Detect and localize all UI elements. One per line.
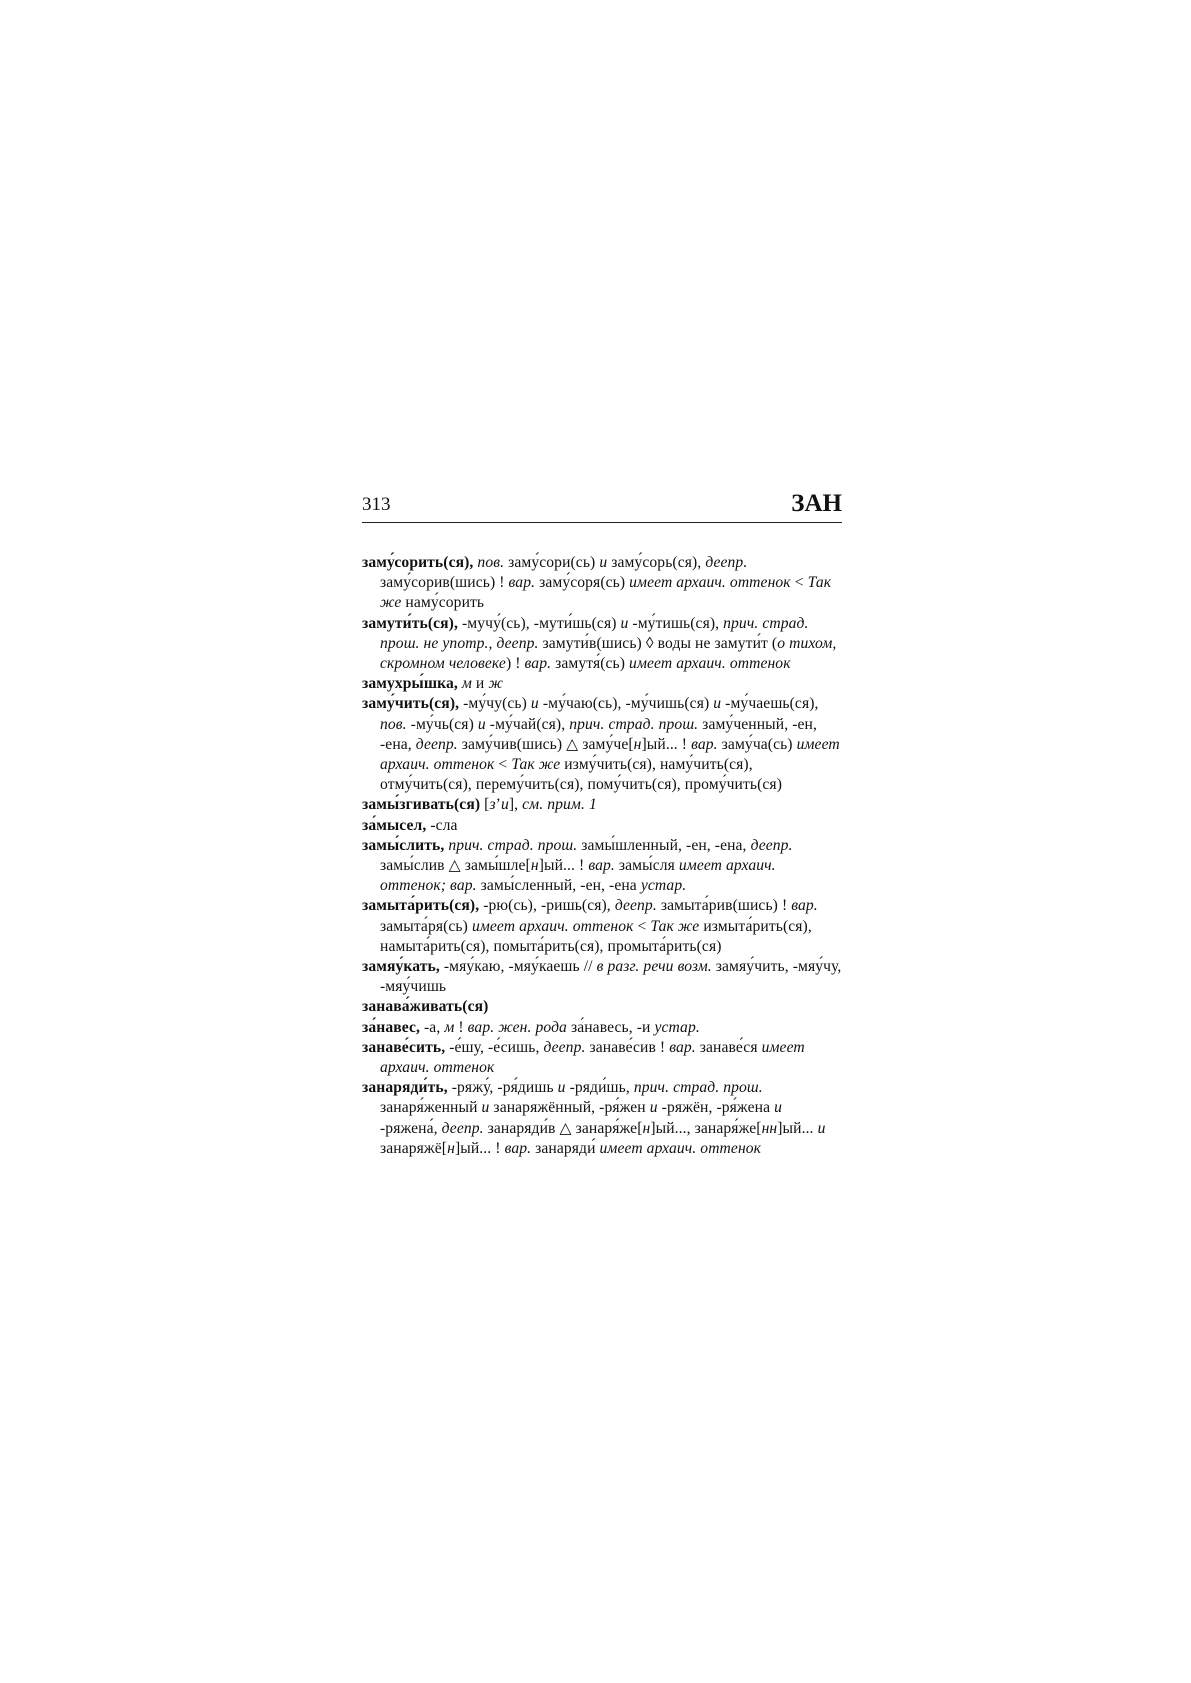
- grammar-note: н: [642, 1119, 651, 1137]
- entry-text: замути́в(шись) ◊ воды не замути́т (: [538, 634, 778, 652]
- grammar-note: прич. страд. прош.: [569, 715, 699, 733]
- grammar-note: вар.: [524, 655, 552, 673]
- headword: занаряди́ть,: [362, 1079, 448, 1097]
- grammar-note: деепр.: [441, 1119, 484, 1137]
- entry-text: -ряжена́,: [380, 1119, 442, 1137]
- entry-text: изму́чить(ся), наму́чить(ся), отму́чить(ся), перему́чить(ся), пому́чить(ся), прому́чить(ся): [380, 756, 782, 794]
- page-header: [362, 480, 842, 523]
- entry-text: занаряди́: [531, 1139, 600, 1157]
- headword: замыта́рить(ся),: [362, 897, 480, 915]
- headword: замути́ть(ся),: [362, 614, 458, 632]
- grammar-note: вар.: [504, 1139, 532, 1157]
- dictionary-entry-zanaryadit: [362, 1078, 842, 1159]
- grammar-note: нн: [761, 1119, 778, 1137]
- grammar-note: н: [447, 1139, 455, 1157]
- grammar-note: деепр.: [614, 897, 657, 915]
- entry-text: -сла: [426, 816, 458, 834]
- entry-text: -а,: [420, 1018, 445, 1036]
- headword: за́навес,: [362, 1018, 420, 1036]
- dictionary-entry-zanavazhivat: [362, 997, 842, 1017]
- entry-text: -мяу́каю, -мяу́каешь //: [439, 958, 597, 976]
- entry-text: замутя́(сь): [551, 655, 630, 673]
- entry-text: заму́чив(шись) △ заму́че[: [457, 735, 634, 753]
- entry-text: замы́сленный, -ен, -ена: [476, 877, 641, 895]
- grammar-note: Так же: [380, 574, 832, 612]
- entry-text: заму́ченный, -ен, -ена,: [380, 715, 817, 753]
- entry-text: замы́шленный, -ен, -ена,: [577, 836, 751, 854]
- grammar-note: и: [649, 1099, 658, 1117]
- entry-text: -ряжён, -ря́жена: [657, 1099, 775, 1117]
- dictionary-entry-zamyaukat: [362, 957, 842, 997]
- headword: за́мысел,: [362, 816, 427, 834]
- dictionary-entry-zamusorit: [362, 553, 842, 614]
- grammar-note: и: [774, 1099, 782, 1117]
- entry-text: занаря́женный: [380, 1099, 482, 1117]
- grammar-note: вар.: [588, 857, 615, 875]
- grammar-note: деепр.: [415, 735, 458, 753]
- grammar-note: вар.: [691, 735, 718, 753]
- grammar-note: вар.: [508, 574, 536, 592]
- grammar-note: деепр.: [543, 1038, 586, 1056]
- entry-text: ]ый... !: [538, 857, 589, 875]
- grammar-note: прич. страд. прош.: [633, 1079, 763, 1097]
- grammar-note: устар.: [654, 1018, 700, 1036]
- entry-text: -му́чай(ся),: [485, 715, 570, 733]
- entry-text: ]ый..., занаря́же[: [650, 1119, 762, 1137]
- dictionary-page: [362, 480, 842, 1159]
- entry-text: занаряди́в △ занаря́же[: [483, 1119, 643, 1137]
- entry-text: ],: [508, 796, 523, 814]
- dictionary-entry-zanaves: [362, 1018, 842, 1038]
- grammar-note: о тихом, скромном человеке: [380, 634, 837, 673]
- headword: заму́сорить(ся),: [362, 554, 474, 571]
- grammar-note: м: [457, 675, 472, 693]
- entry-text: ]ый...: [777, 1119, 818, 1137]
- dictionary-entry-zamysel: [362, 816, 842, 836]
- page-number: 313: [362, 494, 391, 515]
- grammar-note: имеет архаич. оттенок: [629, 655, 791, 673]
- grammar-note: вар.: [669, 1038, 696, 1056]
- grammar-note: имеет архаич. оттенок; вар.: [380, 857, 776, 895]
- entry-text: замяу́чить, -мяу́чу, -мяу́чишь: [380, 958, 842, 996]
- entries-list: [362, 553, 842, 1159]
- headword: замяу́кать,: [362, 958, 440, 976]
- entry-text: -е́шу, -е́сишь,: [445, 1038, 544, 1056]
- grammar-note: и: [713, 695, 722, 713]
- grammar-note: и: [817, 1119, 826, 1137]
- entry-text: занаряжённый, -ря́жен: [489, 1099, 650, 1117]
- entry-text: замыта́рив(шись) !: [656, 897, 792, 915]
- grammar-note: деепр.: [750, 836, 793, 854]
- grammar-note: и: [599, 554, 608, 571]
- entry-text: -рю(сь), -ришь(ся),: [479, 897, 615, 915]
- headword: заму́чить(ся),: [362, 695, 460, 713]
- grammar-note: имеет архаич. оттенок: [599, 1139, 762, 1157]
- headword: занаве́сить,: [362, 1038, 446, 1056]
- grammar-note: пов.: [473, 554, 505, 571]
- grammar-note: имеет архаич. оттенок: [471, 917, 634, 935]
- dictionary-entry-zanavesit: [362, 1038, 842, 1078]
- entry-text: наму́сорить: [401, 594, 485, 612]
- dictionary-entry-zamyzgivat: [362, 795, 842, 815]
- grammar-note: в разг. речи возм.: [596, 958, 712, 976]
- dictionary-entry-zamutit: [362, 614, 842, 675]
- entry-text: ]ый... !: [641, 735, 692, 753]
- entry-text: заму́ча(сь): [717, 735, 797, 753]
- grammar-note: пов.: [380, 715, 407, 733]
- grammar-note: деепр.: [705, 554, 748, 571]
- entry-text: -му́чь(ся): [406, 715, 478, 733]
- entry-text: <: [494, 756, 512, 774]
- grammar-note: н: [530, 857, 539, 875]
- entry-text: -мучу́(сь), -мути́шь(ся): [457, 614, 621, 632]
- grammar-note: имеет архаич. оттенок: [380, 1038, 805, 1077]
- grammar-note: имеет архаич. оттенок: [380, 735, 840, 774]
- entry-text: ]ый... !: [454, 1139, 505, 1157]
- entry-text: ) !: [505, 655, 525, 673]
- grammar-note: см. прим. 1: [522, 796, 597, 814]
- grammar-note: и: [530, 695, 539, 713]
- dictionary-entry-zamyslit: [362, 836, 842, 897]
- grammar-note: и: [500, 796, 509, 814]
- entry-text: занаряжё[: [380, 1139, 448, 1157]
- entry-text: -му́чаю(сь), -му́чишь(ся): [538, 695, 714, 713]
- entry-text: измыта́рить(ся), намыта́рить(ся), помыта́рить(ся), промыта́рить(ся): [380, 917, 812, 955]
- dictionary-entry-zamuhryshka: [362, 674, 842, 694]
- entry-text: занаве́сив !: [585, 1038, 670, 1056]
- grammar-note: прич. страд. прош.: [444, 836, 578, 854]
- entry-text: заму́сорив(шись) !: [380, 574, 509, 592]
- entry-text: заму́сорь(ся),: [607, 554, 706, 571]
- entry-text: занаве́ся: [695, 1038, 762, 1056]
- headword: замы́згивать(ся): [362, 796, 481, 814]
- grammar-note: Так же: [511, 756, 561, 774]
- dictionary-entry-zamytarit: [362, 896, 842, 957]
- entry-text: заму́сори(сь): [504, 554, 600, 571]
- entry-text: заму́соря(сь): [535, 574, 630, 592]
- headword: замы́слить,: [362, 836, 445, 854]
- grammar-note: з: [489, 796, 496, 814]
- entry-text: !: [454, 1018, 468, 1036]
- grammar-note: и: [620, 614, 629, 632]
- grammar-note: вар.: [791, 897, 818, 915]
- entry-text: -му́тишь(ся),: [628, 614, 724, 632]
- entry-text: замы́слив △ замы́шле[: [380, 857, 531, 875]
- entry-text: за́навесь, -и: [566, 1018, 655, 1036]
- grammar-note: м: [444, 1018, 455, 1036]
- grammar-note: имеет архаич. оттенок: [629, 574, 791, 592]
- entry-text: замыта́ря(сь): [380, 917, 472, 935]
- grammar-note: и: [477, 715, 486, 733]
- entry-text: -ряди́шь,: [565, 1079, 634, 1097]
- dictionary-entry-zamuchit: [362, 694, 842, 795]
- grammar-note: ж: [488, 675, 503, 693]
- entry-text: и: [471, 675, 489, 693]
- grammar-note: н: [633, 735, 642, 753]
- entry-text: <: [633, 917, 651, 935]
- grammar-note: и: [481, 1099, 490, 1117]
- entry-text: [: [480, 796, 490, 814]
- grammar-note: Так же: [650, 917, 700, 935]
- entry-text: -ряжу́, -ря́дишь: [447, 1079, 558, 1097]
- running-head: ЗАН: [791, 490, 842, 517]
- entry-text: -му́чу(сь): [459, 695, 531, 713]
- entry-text: <: [790, 574, 808, 592]
- entry-text: ʼ: [495, 796, 501, 814]
- entry-text: замы́сля: [614, 857, 679, 875]
- grammar-note: и: [557, 1079, 566, 1097]
- headword: занава́живать(ся): [362, 998, 489, 1016]
- grammar-note: устар.: [640, 877, 687, 895]
- grammar-note: прич. страд. прош. не употр., деепр.: [380, 614, 809, 652]
- headword: замухры́шка,: [362, 675, 458, 693]
- grammar-note: вар. жен. рода: [467, 1018, 567, 1036]
- entry-text: -му́чаешь(ся),: [721, 695, 819, 713]
